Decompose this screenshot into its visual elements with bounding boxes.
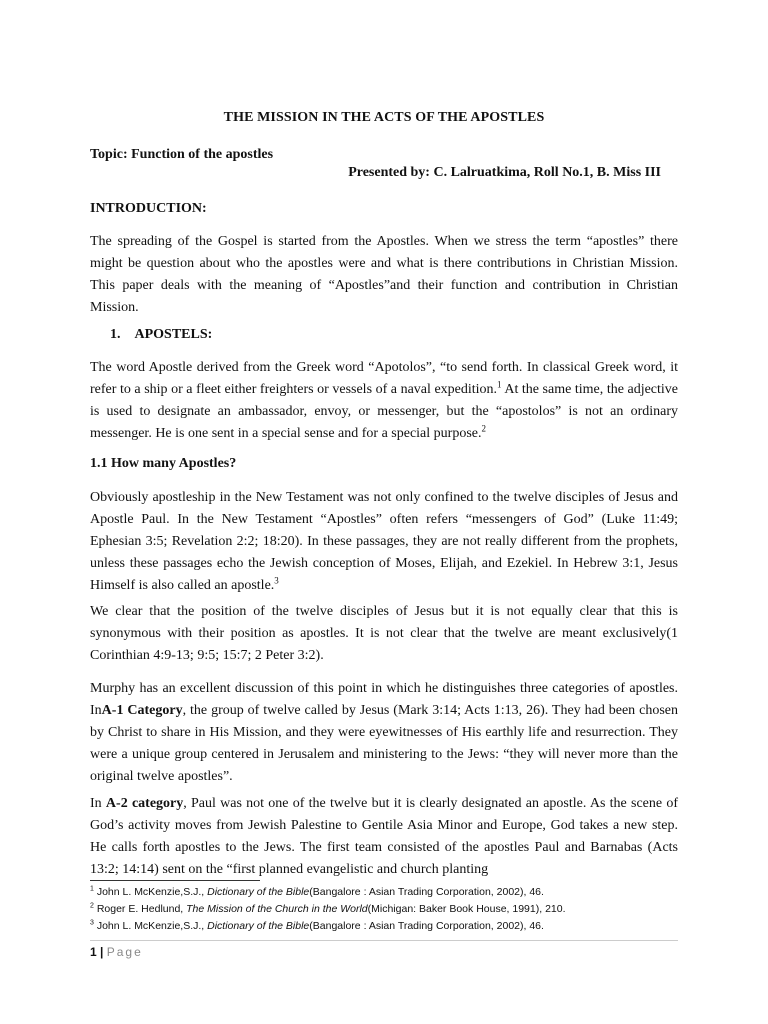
- footnote-ref[interactable]: 2: [481, 423, 486, 434]
- footnote-number: 1: [90, 885, 94, 893]
- paragraph-twelve: We clear that the position of the twelve disciples of Jesus but it is not equally clear that this is synonymous with their position as apostles. It is not clear that the twelve are meant exclusively(1 Corinthian 4:9-13; 9:5; 15:7; 2 Peter 3:2).: [90, 604, 678, 663]
- paragraph-murphy: [90, 678, 678, 788]
- footnote: [90, 918, 690, 935]
- footnote-text: (Michigan: Baker Book House, 1991), 210.: [367, 903, 566, 915]
- paragraph-text: , the group of twelve called by Jesus (Mark 3:14; Acts 1:13, 26). They had been chosen by Christ to share in His Mission, and they were eyewitnesses of His earthly life and resurrection. They were a unique group centered in Jerusalem and ministering to the Jews: “they will never more than the original twelve apostles”.: [90, 703, 678, 784]
- category-label: A-1 Category: [101, 703, 183, 718]
- section-title: APOSTELS:: [134, 327, 213, 342]
- page-label: Page: [106, 945, 143, 959]
- topic-line: Topic: Function of the apostles: [90, 147, 274, 162]
- paragraph-how-many: [90, 487, 678, 597]
- footnote-divider: [90, 880, 260, 881]
- footer-divider: [90, 940, 678, 941]
- paragraph-text: At the same time, the adjective is used to designate an ambassador, envoy, or messenger, but the “apostolos” is not an ordinary messenger. He is one sent in a special sense and for a special purpose.: [90, 382, 679, 441]
- footnotes: [90, 884, 690, 935]
- subsection-heading: 1.1 How many Apostles?: [90, 456, 237, 471]
- presenter-line: Presented by: C. Lalruatkima, Roll No.1, B. Miss III: [348, 165, 661, 180]
- footnote: [90, 901, 690, 918]
- footnote-text: (Bangalore : Asian Trading Corporation, 2002), 46.: [309, 920, 544, 932]
- apostles-definition-paragraph: [90, 357, 678, 445]
- footnote: [90, 884, 690, 901]
- footnote-text: (Bangalore : Asian Trading Corporation, 2002), 46.: [309, 886, 544, 898]
- introduction-paragraph: The spreading of the Gospel is started from the Apostles. When we stress the term “apostles” there might be question about who the apostles were and what is there contributions in Christian Mission. This paper deals with the meaning of “Apostles”and their function and contribution in Christian Mission.: [90, 234, 678, 315]
- introduction-heading: INTRODUCTION:: [90, 201, 207, 216]
- footnote-number: 3: [90, 919, 94, 927]
- paragraph-text: Murphy has an excellent discussion of this point in which he distinguishes three categories of apostles. In: [90, 681, 678, 718]
- footnote-ref[interactable]: 1: [497, 379, 502, 390]
- footnote-text: John L. McKenzie,S.J.,: [96, 886, 208, 898]
- footnote-title: The Mission of the Church in the World: [186, 903, 368, 915]
- section-number: 1.: [110, 327, 121, 342]
- paragraph-text: , Paul was not one of the twelve but it is clearly designated an apostle. As the scene of God’s activity moves from Jewish Palestine to Gentile Asia Minor and Europe, God takes a new step. He calls forth apostles to the Jews. The first team consisted of the apostles Paul and Barnabas (Acts 13:2; 14:14) sent on the “first planned evangelistic and church planting: [90, 796, 678, 877]
- footnote-number: 2: [90, 902, 94, 910]
- category-label: A-2 category: [105, 796, 184, 811]
- paragraph-text: In: [90, 796, 106, 811]
- page-footer: [90, 945, 143, 959]
- paragraph-text: Obviously apostleship in the New Testament was not only confined to the twelve disciples of Jesus and Apostle Paul. In the New Testament “Apostles” often refers “messengers of God” (Luke 11:49; Ephesian 3:5; Revelation 2:2; 18:20). In these passages, they are not really different from the prophets, unless these passages echo the Jewish conception of Moses, Elijah, and Ezekiel. In Hebrew 3:1, Jesus Himself is also called an apostle.: [90, 490, 678, 593]
- footnote-title: Dictionary of the Bible: [207, 920, 310, 932]
- paragraph-a2: [90, 793, 678, 881]
- paragraph-text: The word Apostle derived from the Greek word “Apotolos”, “to send forth. In classical Greek word, it refer to a ship or a fleet either freighters or vessels of a naval expedition.: [90, 360, 678, 397]
- document-title: THE MISSION IN THE ACTS OF THE APOSTLES: [223, 110, 545, 125]
- footnote-text: Roger E. Hedlund,: [96, 903, 187, 915]
- footnote-ref[interactable]: 3: [274, 575, 279, 586]
- page-number: 1: [90, 945, 97, 959]
- section-1-heading: [110, 327, 212, 343]
- footnote-text: John L. McKenzie,S.J.,: [96, 920, 208, 932]
- footnote-title: Dictionary of the Bible: [207, 886, 310, 898]
- footer-separator: |: [96, 945, 107, 959]
